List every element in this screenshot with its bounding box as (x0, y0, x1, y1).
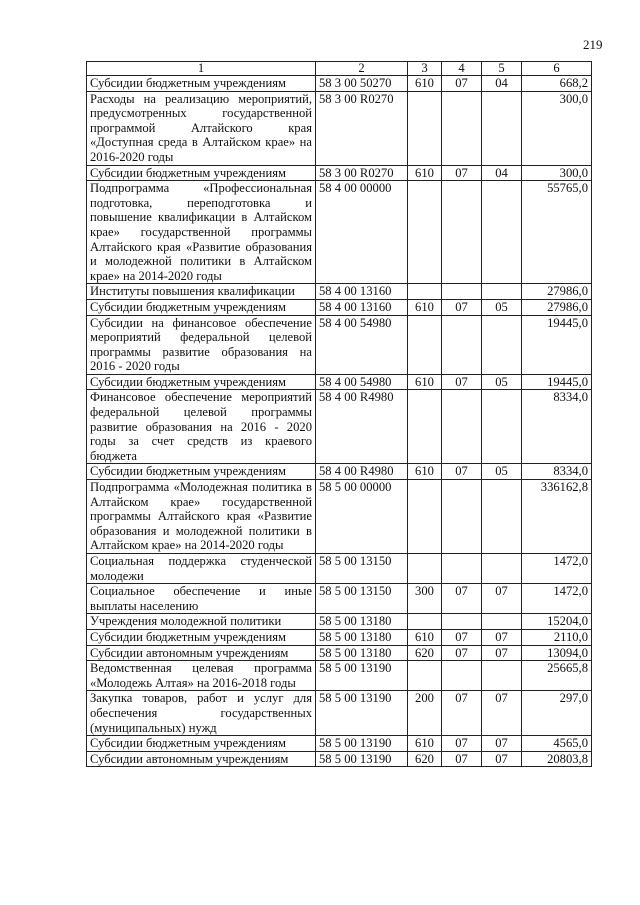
table-row (87, 165, 592, 181)
row-target-code: 58 4 00 13160 (316, 284, 408, 300)
row-description: Расходы на реализацию мероприятий, предусмотренных государственной программой Алтайского края «Доступная среда в Алтайском крае» на 2016-2020 годы (87, 91, 316, 165)
row-target-code: 58 5 00 13150 (316, 584, 408, 614)
row-description: Субсидии бюджетным учреждениям (87, 165, 316, 181)
table-row (87, 299, 592, 315)
row-expense-type (408, 181, 442, 284)
table-row (87, 315, 592, 374)
row-amount: 297,0 (522, 691, 592, 736)
row-target-code: 58 5 00 13190 (316, 736, 408, 752)
row-amount: 300,0 (522, 91, 592, 165)
row-description: Социальное обеспечение и иные выплаты населению (87, 584, 316, 614)
row-target-code: 58 4 00 54980 (316, 315, 408, 374)
row-target-code: 58 4 00 00000 (316, 181, 408, 284)
row-expense-type: 610 (408, 165, 442, 181)
row-section (442, 181, 482, 284)
row-amount: 300,0 (522, 165, 592, 181)
row-section: 07 (442, 76, 482, 92)
row-section (442, 554, 482, 584)
row-subsection (482, 554, 522, 584)
row-expense-type: 300 (408, 584, 442, 614)
table-row (87, 751, 592, 767)
table-row (87, 614, 592, 630)
row-subsection (482, 480, 522, 554)
row-section: 07 (442, 691, 482, 736)
row-amount: 668,2 (522, 76, 592, 92)
budget-table-body (87, 62, 592, 767)
row-subsection: 04 (482, 76, 522, 92)
row-description: Подпрограмма «Молодежная политика в Алтайском крае» государственной программы Алтайского края «Развитие образования и молодежной политики в Алтайском крае» на 2014-2020 годы (87, 480, 316, 554)
row-amount: 27986,0 (522, 284, 592, 300)
row-section: 07 (442, 629, 482, 645)
page-number: 219 (583, 37, 603, 52)
table-row (87, 374, 592, 390)
table-row (87, 390, 592, 464)
header-cell: 6 (522, 62, 592, 76)
row-section (442, 91, 482, 165)
row-description: Субсидии бюджетным учреждениям (87, 374, 316, 390)
row-description: Социальная поддержка студенческой молодежи (87, 554, 316, 584)
row-target-code: 58 5 00 13190 (316, 661, 408, 691)
row-expense-type (408, 480, 442, 554)
row-expense-type (408, 91, 442, 165)
row-section: 07 (442, 464, 482, 480)
row-target-code: 58 5 00 13180 (316, 645, 408, 661)
row-section (442, 661, 482, 691)
row-subsection: 07 (482, 584, 522, 614)
table-row (87, 661, 592, 691)
row-description: Субсидии бюджетным учреждениям (87, 736, 316, 752)
row-target-code: 58 4 00 13160 (316, 299, 408, 315)
row-expense-type: 610 (408, 299, 442, 315)
row-section (442, 315, 482, 374)
table-row (87, 76, 592, 92)
row-subsection (482, 661, 522, 691)
row-section: 07 (442, 645, 482, 661)
row-amount: 4565,0 (522, 736, 592, 752)
row-subsection (482, 315, 522, 374)
row-description: Субсидии бюджетным учреждениям (87, 629, 316, 645)
header-cell: 3 (408, 62, 442, 76)
row-amount: 1472,0 (522, 584, 592, 614)
table-row (87, 629, 592, 645)
row-description: Подпрограмма «Профессиональная подготовка, переподготовка и повышение квалификации в Алтайском крае» государственной программы Алтайского края «Развитие образования и молодежной политики в Алтайском крае» на 2014-2020 годы (87, 181, 316, 284)
row-section (442, 614, 482, 630)
row-target-code: 58 3 00 R0270 (316, 165, 408, 181)
row-description: Ведомственная целевая программа «Молодежь Алтая» на 2016-2018 годы (87, 661, 316, 691)
table-row (87, 554, 592, 584)
row-expense-type: 610 (408, 464, 442, 480)
row-section: 07 (442, 736, 482, 752)
row-expense-type: 200 (408, 691, 442, 736)
table-header-row (87, 62, 592, 76)
row-subsection: 05 (482, 464, 522, 480)
row-description: Учреждения молодежной политики (87, 614, 316, 630)
row-description: Субсидии бюджетным учреждениям (87, 299, 316, 315)
row-section (442, 390, 482, 464)
row-expense-type (408, 284, 442, 300)
row-amount: 2110,0 (522, 629, 592, 645)
row-expense-type (408, 661, 442, 691)
table-row (87, 645, 592, 661)
row-amount: 336162,8 (522, 480, 592, 554)
row-subsection: 05 (482, 374, 522, 390)
row-section (442, 284, 482, 300)
row-subsection (482, 181, 522, 284)
table-row (87, 284, 592, 300)
row-expense-type: 620 (408, 751, 442, 767)
row-amount: 55765,0 (522, 181, 592, 284)
row-section: 07 (442, 374, 482, 390)
row-section: 07 (442, 299, 482, 315)
table-row (87, 584, 592, 614)
table-row (87, 736, 592, 752)
row-description: Субсидии на финансовое обеспечение мероприятий федеральной целевой программы развитие образования на 2016 - 2020 годы (87, 315, 316, 374)
row-subsection: 07 (482, 691, 522, 736)
table-row (87, 91, 592, 165)
row-subsection: 04 (482, 165, 522, 181)
row-section: 07 (442, 165, 482, 181)
row-expense-type: 620 (408, 645, 442, 661)
row-amount: 19445,0 (522, 374, 592, 390)
row-expense-type: 610 (408, 76, 442, 92)
row-target-code: 58 3 00 50270 (316, 76, 408, 92)
row-amount: 25665,8 (522, 661, 592, 691)
row-amount: 1472,0 (522, 554, 592, 584)
row-target-code: 58 5 00 13180 (316, 614, 408, 630)
row-amount: 20803,8 (522, 751, 592, 767)
row-subsection (482, 390, 522, 464)
row-subsection (482, 91, 522, 165)
header-cell: 2 (316, 62, 408, 76)
row-target-code: 58 5 00 13180 (316, 629, 408, 645)
row-description: Субсидии бюджетным учреждениям (87, 76, 316, 92)
row-expense-type (408, 614, 442, 630)
row-subsection: 07 (482, 629, 522, 645)
row-section: 07 (442, 584, 482, 614)
table-row (87, 480, 592, 554)
budget-table (86, 61, 592, 767)
row-description: Закупка товаров, работ и услуг для обеспечения государственных (муниципальных) нужд (87, 691, 316, 736)
row-subsection: 07 (482, 736, 522, 752)
row-amount: 27986,0 (522, 299, 592, 315)
table-row (87, 181, 592, 284)
table-row (87, 691, 592, 736)
row-subsection: 07 (482, 751, 522, 767)
row-target-code: 58 4 00 R4980 (316, 390, 408, 464)
row-section (442, 480, 482, 554)
row-target-code: 58 4 00 54980 (316, 374, 408, 390)
row-section: 07 (442, 751, 482, 767)
row-amount: 8334,0 (522, 464, 592, 480)
row-target-code: 58 5 00 00000 (316, 480, 408, 554)
row-expense-type (408, 315, 442, 374)
row-amount: 13094,0 (522, 645, 592, 661)
row-description: Финансовое обеспечение мероприятий федеральной целевой программы развитие образования на 2016 - 2020 годы за счет средств из краевого бюджета (87, 390, 316, 464)
header-cell: 4 (442, 62, 482, 76)
header-cell: 1 (87, 62, 316, 76)
row-subsection (482, 284, 522, 300)
header-cell: 5 (482, 62, 522, 76)
row-amount: 8334,0 (522, 390, 592, 464)
row-target-code: 58 4 00 R4980 (316, 464, 408, 480)
row-expense-type: 610 (408, 374, 442, 390)
row-description: Субсидии автономным учреждениям (87, 645, 316, 661)
row-subsection: 07 (482, 645, 522, 661)
row-target-code: 58 3 00 R0270 (316, 91, 408, 165)
row-amount: 15204,0 (522, 614, 592, 630)
row-target-code: 58 5 00 13190 (316, 751, 408, 767)
row-expense-type (408, 554, 442, 584)
row-amount: 19445,0 (522, 315, 592, 374)
row-description: Субсидии бюджетным учреждениям (87, 464, 316, 480)
row-subsection (482, 614, 522, 630)
row-description: Субсидии автономным учреждениям (87, 751, 316, 767)
row-expense-type: 610 (408, 736, 442, 752)
row-subsection: 05 (482, 299, 522, 315)
row-expense-type: 610 (408, 629, 442, 645)
table-row (87, 464, 592, 480)
row-target-code: 58 5 00 13150 (316, 554, 408, 584)
row-target-code: 58 5 00 13190 (316, 691, 408, 736)
row-description: Институты повышения квалификации (87, 284, 316, 300)
row-expense-type (408, 390, 442, 464)
